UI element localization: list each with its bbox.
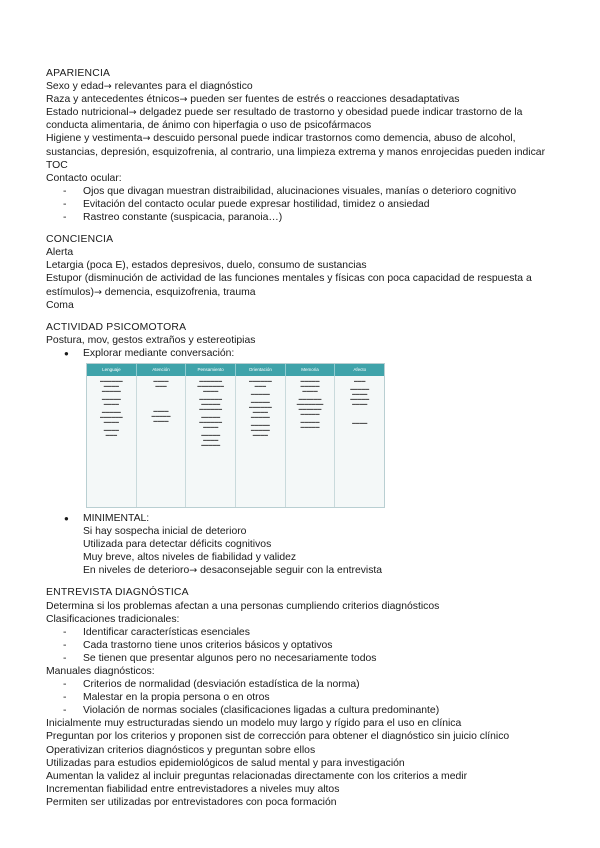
section-heading-conciencia: CONCIENCIA <box>46 234 114 246</box>
table-column: ▬▬▬▬▬▬ ▬▬▬▬▬▬▬ ▬▬▬▬ ▬▬▬▬▬▬ ▬▬▬▬▬ ▬▬▬▬▬▬ ▬▬▬▬▬ ▬▬▬▬▬▬ ▬▬▬▬ ▬▬▬▬▬ ▬▬▬▬ ▬▬▬▬▬ <box>186 376 236 507</box>
bullet-item: ● Explorar mediante conversación: <box>46 347 566 360</box>
text-paragraph: Estado nutricional→ delgadez puede ser resultado de trastorno y obesidad puede indicar trastorno de la conducta alimentaria, de ánimo con hiperfagia o uso de psicofármacos <box>46 107 523 132</box>
text-line: Permiten ser utilizadas por entrevistadores con poca formación <box>46 796 337 808</box>
table-header-cell: Orientación <box>236 364 286 376</box>
arrow-icon: → <box>142 133 151 145</box>
text-line: Alerta <box>46 247 74 259</box>
list-item: - Malestar en la propia persona o en otros <box>46 691 566 704</box>
text-line: En niveles de deterioro→ desaconsejable seguir con la entrevista <box>83 565 383 577</box>
text-line: Si hay sospecha inicial de deterioro <box>83 526 247 538</box>
table-body <box>87 376 384 507</box>
text-line: Operativizan criterios diagnósticos y preguntan sobre ellos <box>46 744 316 756</box>
table-column: ▬▬▬▬▬ ▬▬▬▬▬ ▬▬▬▬ ▬▬▬▬▬▬ ▬▬▬▬▬▬▬ ▬▬▬▬▬▬ ▬▬▬▬▬ ▬▬▬▬▬ ▬▬▬▬▬ <box>286 376 336 507</box>
list-item: - Violación de normas sociales (clasificaciones ligadas a cultura predominante) <box>46 704 566 717</box>
table-header-cell: Atención <box>137 364 187 376</box>
text-line: Utilizadas para estudios epidemiológicos de salud mental y para investigación <box>46 757 405 769</box>
table-header-cell: Memoria <box>286 364 336 376</box>
list-item: - Identificar características esenciales <box>46 626 566 639</box>
text-line: Letargia (poca E), estados depresivos, duelo, consumo de sustancias <box>46 260 367 272</box>
section-heading-psicomotora: ACTIVIDAD PSICOMOTORA <box>46 321 187 333</box>
list-item: - Ojos que divagan muestran distraibilidad, alucinaciones visuales, manías o deterioro cognitivo <box>46 185 566 198</box>
list-item: - Evitación del contacto ocular puede expresar hostilidad, timidez o ansiedad <box>46 198 566 211</box>
text-line: Contacto ocular: <box>46 172 122 184</box>
table-header-cell: Pensamiento <box>186 364 236 376</box>
text-line: Aumentan la validez al incluir preguntas relacionadas directamente con los criterios a medir <box>46 770 468 782</box>
text-line: Determina si los problemas afectan a una personas cumpliendo criterios diagnósticos <box>46 600 440 612</box>
text-paragraph: Estupor (disminución de actividad de las funciones mentales y físicas con poca capacidad de respuesta a estímulos)→ demencia, esquizofrenia, trauma <box>46 273 532 298</box>
document-page <box>46 67 566 809</box>
arrow-icon: → <box>179 94 188 106</box>
arrow-icon: → <box>103 81 112 93</box>
arrow-icon: → <box>128 107 137 119</box>
mental-exam-table-image <box>86 363 385 508</box>
text-line: Utilizada para detectar déficits cognitivos <box>83 539 272 551</box>
bullet-item: ● MINIMENTAL: <box>46 512 566 525</box>
table-header <box>87 364 384 376</box>
list-item: - Criterios de normalidad (desviación estadística de la norma) <box>46 678 566 691</box>
table-column: ▬▬▬▬▬▬ ▬▬▬ ▬▬▬▬▬ ▬▬▬▬▬ ▬▬▬▬▬▬ ▬▬▬▬ ▬▬▬▬▬ ▬▬▬▬▬ ▬▬▬▬▬ ▬▬▬▬ <box>236 376 286 507</box>
table-column: ▬▬▬▬▬▬ ▬▬▬▬ ▬▬▬▬▬ ▬▬▬▬▬ ▬▬▬▬ ▬▬▬▬▬ ▬▬▬▬▬▬ ▬▬▬▬ ▬▬▬▬ ▬▬▬ <box>87 376 137 507</box>
list-item: - Se tienen que presentar algunos pero no necesariamente todos <box>46 652 566 665</box>
text-line: Incrementan fiabilidad entre entrevistadores a niveles muy altos <box>46 783 340 795</box>
text-paragraph: Higiene y vestimenta→ descuido personal puede indicar trastornos como demencia, abuso de alcohol, sustancias, depresión, esquizofrenia, al contrario, una limpieza extrema y manos enrojecidas pueden indicar TOC <box>46 133 546 171</box>
text-line: Sexo y edad→ relevantes para el diagnóstico <box>46 81 253 93</box>
arrow-icon: → <box>93 286 102 298</box>
section-heading-entrevista: ENTREVISTA DIAGNÓSTICA <box>46 587 189 599</box>
text-line: Preguntan por los criterios y proponen sist de corrección para obtener el diagnóstico sin juicio clínico <box>46 731 510 743</box>
list-item: - Cada trastorno tiene unos criterios básicos y optativos <box>46 639 566 652</box>
list-item: - Rastreo constante (suspicacia, paranoia…) <box>46 211 566 224</box>
arrow-icon: → <box>189 565 198 577</box>
text-line: Coma <box>46 299 74 311</box>
text-line: Raza y antecedentes étnicos→ pueden ser fuentes de estrés o reacciones desadaptativas <box>46 94 460 106</box>
text-line: Muy breve, altos niveles de fiabilidad y validez <box>83 552 297 564</box>
table-column: ▬▬▬▬ ▬▬▬ ▬▬▬▬ ▬▬▬▬▬ ▬▬▬▬ <box>137 376 187 507</box>
text-line: Clasificaciones tradicionales: <box>46 613 180 625</box>
text-line: Postura, mov, gestos extraños y estereotipias <box>46 334 256 346</box>
table-header-cell: Lenguaje <box>87 364 137 376</box>
table-column: ▬▬▬ ▬▬▬▬▬ ▬▬▬▬ ▬▬▬▬▬ ▬▬▬▬ ▬▬▬▬ <box>350 378 370 425</box>
table-header-cell: Afecto <box>353 366 367 372</box>
section-heading-apariencia: APARIENCIA <box>46 68 111 79</box>
text-line: Manuales diagnósticos: <box>46 666 155 677</box>
text-line: Inicialmente muy estructuradas siendo un modelo muy largo y rígido para el uso en clínica <box>46 718 462 730</box>
